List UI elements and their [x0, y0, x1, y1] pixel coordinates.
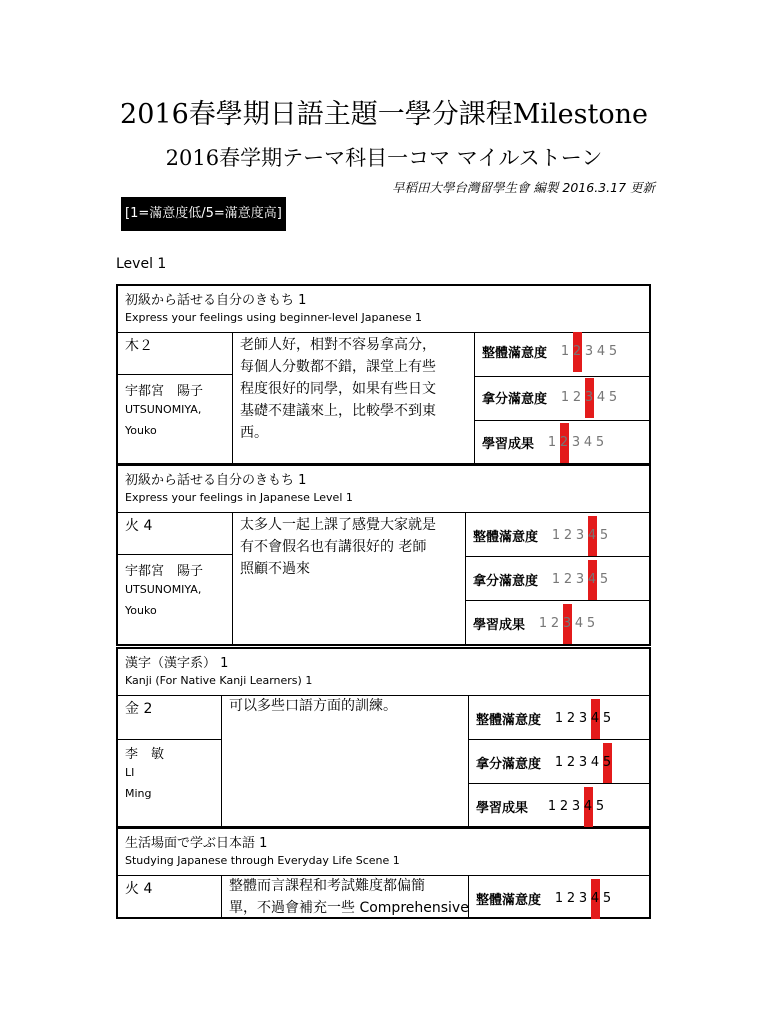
rating-scale: [553, 891, 613, 906]
rating-number: 1: [538, 616, 548, 631]
rating-number: 1: [554, 755, 564, 770]
rating-number: 2: [566, 755, 576, 770]
rating-number: 1: [547, 435, 557, 450]
rating-number: 2: [563, 528, 573, 543]
rating-number: 5: [602, 711, 612, 726]
rating-number: 3: [575, 572, 585, 587]
rating-row: [476, 753, 613, 772]
rating-number: 5: [608, 390, 618, 405]
course-title-en: Kanji (For Native Kanji Learners) 1: [125, 674, 313, 687]
teacher-name-romaji: Youko: [125, 424, 157, 437]
rating-number: 3: [571, 799, 581, 814]
rating-number: 1: [560, 344, 570, 359]
rating-number: 3: [562, 616, 572, 631]
course-block: [116, 827, 651, 919]
course-header: [118, 466, 649, 513]
course-header: [118, 829, 649, 876]
rating-scale: [559, 344, 619, 359]
rating-number: 5: [595, 435, 605, 450]
rating-number: 2: [559, 435, 569, 450]
course-block: [116, 647, 651, 828]
page-subtitle: 2016春学期テーマ科目一コマ マイルストーン: [165, 146, 603, 170]
rating-number: 4: [583, 799, 593, 814]
rating-row: [482, 342, 619, 361]
rating-row: [476, 797, 606, 816]
rating-label: 拿分滿意度: [482, 392, 548, 407]
course-title-en: Express your feelings in Japanese Level 1: [125, 491, 353, 504]
course-header: [118, 649, 649, 696]
rating-scale: [559, 390, 619, 405]
rating-number: 1: [551, 572, 561, 587]
rating-scale: [550, 528, 610, 543]
rating-number: 2: [572, 344, 582, 359]
rating-label: 整體滿意度: [476, 713, 542, 728]
rating-scale: [546, 799, 606, 814]
teacher-name-romaji: Ming: [125, 787, 152, 800]
rating-label: 學習成果: [473, 618, 526, 633]
rating-number: 4: [590, 711, 600, 726]
rating-number: 3: [578, 755, 588, 770]
editor-credit: 早稻田大學台灣留學生會 編製 2016.3.17 更新: [391, 180, 655, 195]
rating-number: 5: [602, 755, 612, 770]
rating-number: 2: [566, 891, 576, 906]
rating-number: 4: [587, 572, 597, 587]
rating-number: 3: [571, 435, 581, 450]
rating-number: 3: [584, 344, 594, 359]
rating-number: 4: [583, 435, 593, 450]
rating-number: 4: [590, 755, 600, 770]
class-slot: 火 4: [125, 881, 153, 897]
rating-scale: [537, 616, 597, 631]
rating-row: [476, 889, 613, 908]
rating-number: 2: [563, 572, 573, 587]
comment-text: 整體而言課程和考試難度都偏簡 單，不過會補充一些 Comprehensive: [229, 878, 469, 916]
course-title-jp: 生活場面で学ぶ日本語 1: [125, 836, 268, 851]
rating-number: 2: [572, 390, 582, 405]
rating-row: [476, 709, 613, 728]
rating-label: 學習成果: [482, 437, 535, 452]
rating-legend: [1=滿意度低/5=滿意度高]: [121, 197, 286, 231]
comment-text: 太多人一起上課了感覺大家就是 有不會假名也有講很好的 老師 照顧不過來: [240, 517, 436, 577]
course-header: [118, 286, 649, 333]
rating-number: 2: [550, 616, 560, 631]
rating-number: 3: [575, 528, 585, 543]
course-title-jp: 初級から話せる自分のきもち 1: [125, 293, 307, 308]
course-block: [116, 284, 651, 465]
rating-number: 5: [599, 572, 609, 587]
rating-scale: [553, 711, 613, 726]
rating-number: 5: [586, 616, 596, 631]
rating-row: [473, 570, 610, 589]
rating-label: 整體滿意度: [476, 893, 542, 908]
class-slot: 金 2: [125, 701, 153, 717]
teacher-name-jp: 李 敏: [125, 747, 165, 762]
rating-number: 5: [599, 528, 609, 543]
teacher-name-jp: 宇都宮 陽子: [125, 564, 204, 579]
rating-number: 4: [596, 390, 606, 405]
class-slot: 火 4: [125, 518, 153, 534]
rating-number: 3: [584, 390, 594, 405]
rating-row: [473, 526, 610, 545]
rating-number: 1: [554, 711, 564, 726]
rating-row: [473, 614, 597, 633]
course-title-jp: 初級から話せる自分のきもち 1: [125, 473, 307, 488]
rating-row: [482, 388, 619, 407]
class-slot: 木２: [125, 338, 153, 354]
rating-number: 4: [596, 344, 606, 359]
rating-number: 4: [590, 891, 600, 906]
rating-number: 3: [578, 891, 588, 906]
rating-number: 5: [595, 799, 605, 814]
rating-number: 1: [554, 891, 564, 906]
teacher-name-romaji: Youko: [125, 604, 157, 617]
course-title-en: Express your feelings using beginner-level Japanese 1: [125, 311, 422, 324]
rating-number: 5: [602, 891, 612, 906]
level-heading: Level 1: [116, 256, 167, 272]
comment-text: 可以多些口語方面的訓練。: [229, 698, 397, 714]
rating-scale: [550, 572, 610, 587]
rating-label: 學習成果: [476, 801, 529, 816]
rating-label: 拿分滿意度: [473, 574, 539, 589]
rating-number: 2: [566, 711, 576, 726]
rating-number: 5: [608, 344, 618, 359]
rating-row: [482, 433, 606, 452]
comment-text: 老師人好，相對不容易拿高分， 每個人分數都不錯，課堂上有些 程度很好的同學，如果有些日文 基礎不建議來上，比較學不到東 西。: [240, 337, 436, 441]
rating-label: 整體滿意度: [473, 530, 539, 545]
rating-label: 拿分滿意度: [476, 757, 542, 772]
course-title-jp: 漢字（漢字系） 1: [125, 656, 229, 671]
rating-number: 3: [578, 711, 588, 726]
rating-number: 4: [574, 616, 584, 631]
teacher-name-romaji: UTSUNOMIYA,: [125, 403, 202, 416]
course-block: [116, 464, 651, 646]
rating-scale: [553, 755, 613, 770]
rating-number: 4: [587, 528, 597, 543]
teacher-name-romaji: UTSUNOMIYA,: [125, 583, 202, 596]
page-title: 2016春學期日語主題一學分課程Milestone: [120, 99, 648, 130]
teacher-name-romaji: LI: [125, 766, 135, 779]
rating-label: 整體滿意度: [482, 346, 548, 361]
course-title-en: Studying Japanese through Everyday Life Scene 1: [125, 854, 400, 867]
rating-scale: [546, 435, 606, 450]
rating-number: 1: [560, 390, 570, 405]
rating-number: 2: [559, 799, 569, 814]
rating-number: 1: [551, 528, 561, 543]
teacher-name-jp: 宇都宮 陽子: [125, 384, 204, 399]
rating-number: 1: [547, 799, 557, 814]
